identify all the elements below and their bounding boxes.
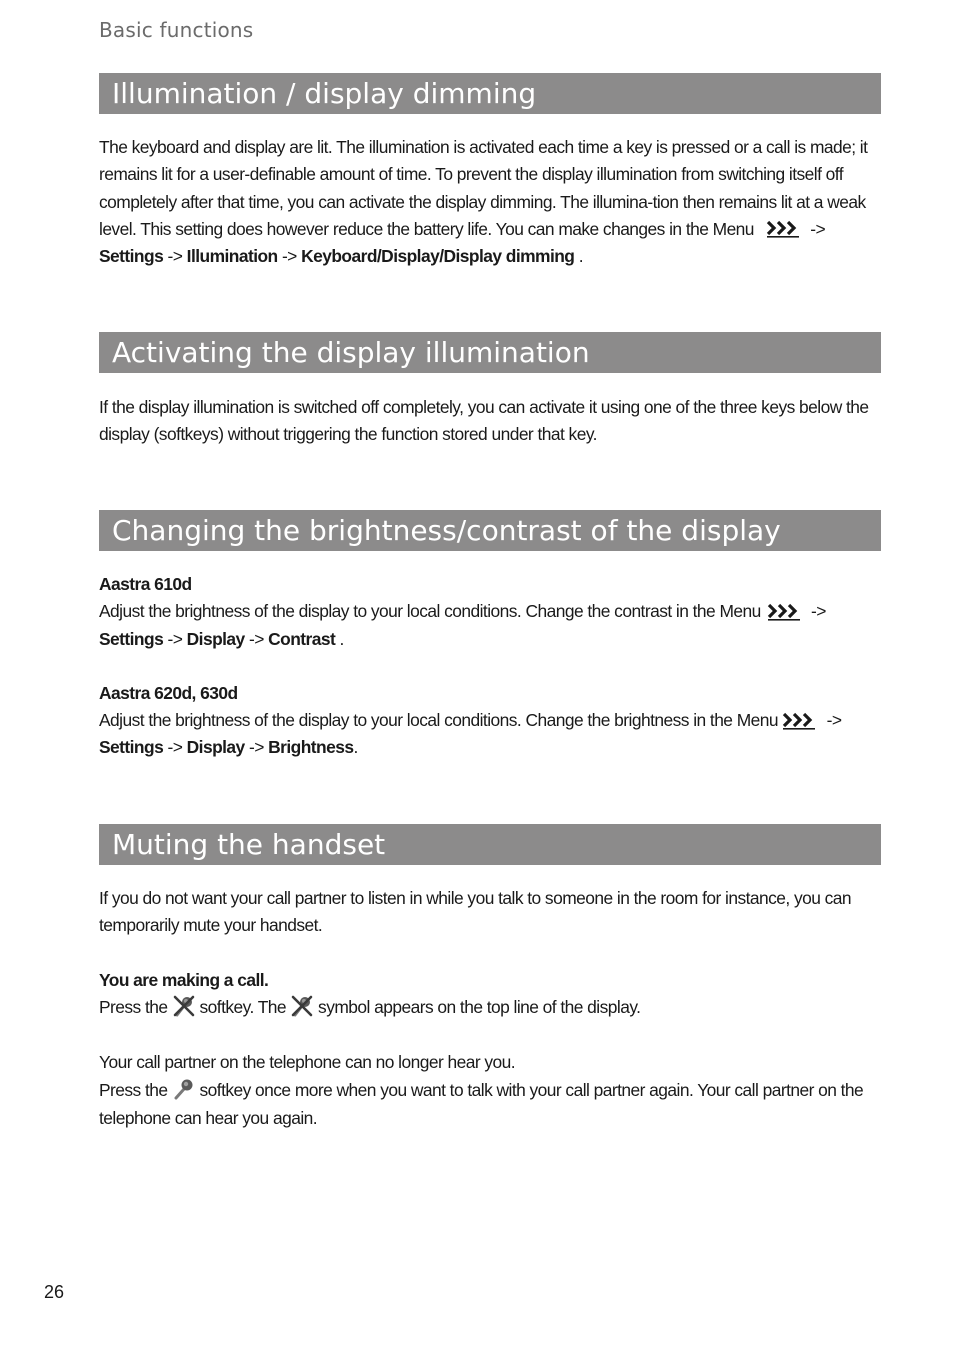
sentence-end: . xyxy=(578,246,583,267)
path-separator: -> xyxy=(826,710,842,731)
menu-path-target: Contrast xyxy=(268,628,336,649)
paragraph xyxy=(99,994,883,1022)
paragraph xyxy=(99,707,883,762)
path-separator: -> xyxy=(248,737,264,758)
menu-path-target: Brightness xyxy=(268,737,354,758)
paragraph: If the display illumination is switched off completely, you can activate it using one of the three keys below the display (softkeys) without triggering the function stored under that key. xyxy=(99,397,869,445)
paragraph-text: Adjust the brightness of the display to your local conditions. Change the brightness in the Menu xyxy=(99,710,779,731)
paragraph-text: Adjust the brightness of the display to your local conditions. Change the contrast in the Menu xyxy=(99,601,761,622)
microphone-muted-icon xyxy=(172,994,196,1018)
subheading-making-call: You are making a call. xyxy=(99,969,269,990)
sentence-end: . xyxy=(353,737,358,758)
path-separator: -> xyxy=(811,601,826,622)
menu-path-settings: Settings xyxy=(99,628,164,649)
menu-path-display: Display xyxy=(186,628,245,649)
section-title-activating: Activating the display illumination xyxy=(99,332,881,373)
paragraph-text: softkey once more when you want to talk with your call partner again. Your call partner on the telephone can hear you again. xyxy=(99,1079,864,1128)
spacer xyxy=(99,653,883,680)
sentence-end: . xyxy=(339,628,344,649)
paragraph xyxy=(99,134,883,270)
menu-path-target: Keyboard/Display/Display dimming xyxy=(301,246,575,267)
spacer xyxy=(99,1022,883,1049)
menu-chevrons-icon xyxy=(766,220,800,238)
section-body-brightness xyxy=(99,571,883,762)
section-title-muting: Muting the handset xyxy=(99,824,881,865)
section-body-muting xyxy=(99,885,883,1132)
menu-chevrons-icon xyxy=(782,712,816,730)
paragraph xyxy=(99,1077,883,1133)
path-separator: -> xyxy=(167,246,183,267)
section-title-brightness: Changing the brightness/contrast of the display xyxy=(99,510,881,551)
path-separator: -> xyxy=(281,246,297,267)
paragraph-text: Press the xyxy=(99,996,168,1017)
path-separator: -> xyxy=(167,628,183,649)
microphone-icon xyxy=(172,1077,196,1101)
microphone-muted-icon xyxy=(290,994,314,1018)
spacer xyxy=(99,940,883,967)
paragraph-text: symbol appears on the top line of the display. xyxy=(318,996,641,1017)
paragraph: If you do not want your call partner to listen in while you talk to someone in the room for instance, you can temporarily mute your handset. xyxy=(99,888,852,936)
page-number: 26 xyxy=(44,1282,65,1302)
running-header: Basic functions xyxy=(99,18,254,42)
paragraph-text: softkey. The xyxy=(199,996,287,1017)
menu-chevrons-icon xyxy=(767,603,801,621)
subheading-aastra-610d: Aastra 610d xyxy=(99,574,192,594)
section-body-illumination xyxy=(99,134,883,270)
section-body-activating xyxy=(99,394,883,449)
menu-path-settings: Settings xyxy=(99,246,164,267)
subheading-aastra-620d-630d: Aastra 620d, 630d xyxy=(99,682,238,703)
section-title-illumination: Illumination / display dimming xyxy=(99,73,881,114)
menu-path-illumination: Illumination xyxy=(186,246,278,267)
path-separator: -> xyxy=(248,628,264,649)
paragraph-text: Press the xyxy=(99,1079,168,1100)
path-separator: -> xyxy=(810,218,826,239)
paragraph: Your call partner on the telephone can no longer hear you. xyxy=(99,1052,516,1073)
paragraph xyxy=(99,598,883,653)
path-separator: -> xyxy=(167,737,183,758)
menu-path-display: Display xyxy=(186,737,245,758)
menu-path-settings: Settings xyxy=(99,737,164,758)
paragraph-text: The keyboard and display are lit. The illumination is activated each time a key is pressed or a call is made; it remains lit for a user-definable amount of time. To prevent the display illumination from switching itself off completely after that time, you can activate the display dimming. The illumina-tion then remains lit at a weak level. This setting does however reduce the battery life. You can make changes in the Menu xyxy=(99,137,868,239)
